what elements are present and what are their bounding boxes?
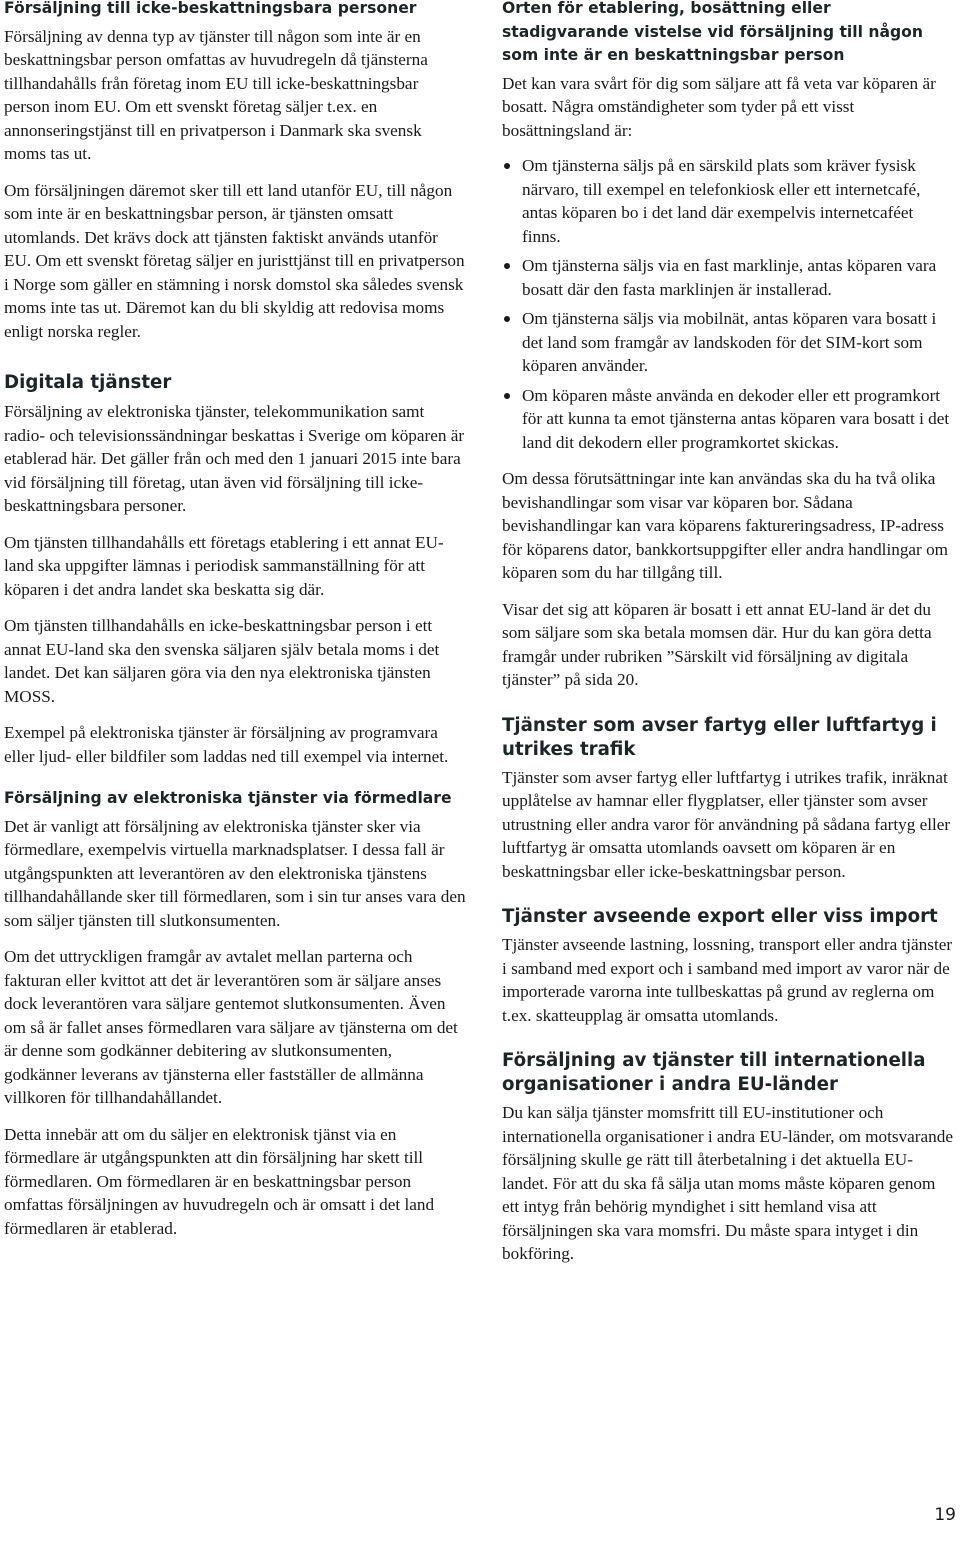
paragraph: Om försäljningen däremot sker till ett land utanför EU, till någon som inte är en beskattningsbar person, är tjänsten omsatt utomlands. Det krävs dock att tjänsten faktiskt används utanför EU. Om ett svenskt företag säljer en juristtjänst till en privatperson i Norge som gäller en stämning i norsk domstol ska således svensk moms inte tas ut. Däremot kan du bli skyldig att redovisa moms enligt norska regler. bbox=[4, 180, 465, 341]
paragraph: Om tjänsten tillhandahålls en icke-beskattningsbar person i ett annat EU-land ska den svenska säljaren själv betala moms i det landet. Det kan säljaren göra via den nya elektroniska tjänsten MOSS. bbox=[4, 616, 440, 706]
heading-electronic-services-via-intermediary: Försäljning av elektroniska tjänster via förmedlare bbox=[4, 789, 452, 807]
paragraph: Visar det sig att köparen är bosatt i ett annat EU-land är det du som säljare som ska betala momsen där. Hur du kan göra detta framgår under rubriken ”Särskilt vid försäljning av digitala tjänster” på sida 20. bbox=[502, 599, 932, 689]
bullet-icon bbox=[504, 316, 510, 322]
list-item: Om tjänsterna säljs via en fast marklinje, antas köparen vara bosatt där den fasta marklinjen är installerad. bbox=[502, 254, 956, 301]
paragraph: Du kan sälja tjänster momsfritt till EU-institutioner och internationella organisationer i andra EU-länder, om motsvarande försäljning skulle ge rätt till återbetalning i det aktuella EU-landet. För att du ska få sälja utan moms måste köparen genom ett intyg från behörig myndighet i sitt hemland visa att försäljningen ska vara momsfri. Du måste spara intyget i din bokföring. bbox=[502, 1103, 953, 1263]
paragraph: Om tjänsten tillhandahålls ett företags etablering i ett annat EU-land ska uppgifter lämnas i periodisk sammanställning för att köparen i det andra landet ska beskatta sig där. bbox=[4, 532, 444, 599]
heading-digital-services: Digitala tjänster bbox=[4, 372, 172, 393]
paragraph: Tjänster som avser fartyg eller luftfartyg i utrikes trafik, inräknat upplåtelse av hamnar eller flygplatser, eller tjänster som avser utrustning eller andra varor för användning på sådana fartyg eller luftfartyg är omsatta utomlands oavsett om köparen är en beskattningsbar eller icke-beskattningsbar person. bbox=[502, 767, 951, 881]
paragraph: Tjänster avseende lastning, lossning, transport eller andra tjänster i samband med export och i samband med import av varor när de importerade varorna inte tullbeskattas på grund av reglerna om t.ex. skatteupplag är omsatta utomlands. bbox=[502, 935, 953, 1025]
paragraph: Försäljning av elektroniska tjänster, telekommunikation samt radio- och televisionssändningar beskattas i Sverige om köparen är etablerad här. Det gäller från och med den 1 januari 2015 inte bara vid försäljning till företag, utan även vid försäljning till icke-beskattningsbara personer. bbox=[4, 402, 465, 515]
bullet-icon bbox=[504, 393, 510, 399]
bullet-list bbox=[502, 154, 956, 454]
paragraph: Exempel på elektroniska tjänster är försäljning av programvara eller ljud- eller bildfiler som laddas ned till exempel via internet. bbox=[4, 723, 449, 766]
heading-international-organisations: Försäljning av tjänster till internationella organisationer i andra EU-länder bbox=[502, 1050, 926, 1095]
paragraph: Det är vanligt att försäljning av elektroniska tjänster sker via förmedlare, exempelvis virtuella marknadsplatser. I dessa fall är utgångspunkten att leverantören av den elektroniska tjänstens tillhandahållande sker till förmedlaren, som i sin tur anses vara den som säljer tjänsten till slutkonsumenten. bbox=[4, 816, 466, 930]
right-column bbox=[502, 0, 956, 1266]
paragraph: Försäljning av denna typ av tjänster till någon som inte är en beskattningsbar person omfattas av huvudregeln då tjänsterna tillhandahålls från företag inom EU till icke-beskattningsbar person inom EU. Om ett svenskt företag säljer t.ex. en annonseringstjänst till en privatperson i Danmark ska svensk moms tas ut. bbox=[4, 26, 428, 163]
list-item: Om tjänsterna säljs på en särskild plats som kräver fysisk närvaro, till exempel en telefonkiosk eller ett internetcafé, antas köparen bo i det land där exempelvis internetcaféet finns. bbox=[502, 154, 956, 248]
heading-ships-aircraft: Tjänster som avser fartyg eller luftfartyg i utrikes trafik bbox=[502, 714, 937, 760]
list-item: Om tjänsterna säljs via mobilnät, antas köparen vara bosatt i det land som framgår av landskoden för det SIM-kort som köparen använder. bbox=[502, 307, 956, 378]
paragraph: Detta innebär att om du säljer en elektronisk tjänst via en förmedlare är utgångspunkten att din försäljning har skett till förmedlaren. Om förmedlaren är en beskattningsbar person omfattas försäljningen av huvudregeln och är omsatt i det land förmedlaren är etablerad. bbox=[4, 1124, 435, 1238]
paragraph: Det kan vara svårt för dig som säljare att få veta var köparen är bosatt. Några omständigheter som tyder på ett visst bosättningsland är: bbox=[502, 73, 936, 140]
left-column bbox=[4, 0, 466, 1240]
list-item: Om köparen måste använda en dekoder eller ett programkort för att kunna ta emot tjänsterna antas köparen vara bosatt i det land dit dekodern eller programkortet skickas. bbox=[502, 384, 956, 455]
paragraph: Om det uttryckligen framgår av avtalet mellan parterna och fakturan eller kvittot att det är leverantören som är säljare anses dock leverantören vara säljare gentemot slutkonsumenten. Även om så är fallet anses förmedlaren vara säljare av tjänsterna om det är denne som godkänner debitering av slutkonsumenten, godkänner leverans av tjänsterna eller fastställer de allmänna villkoren för tillhandahållandet. bbox=[4, 947, 458, 1107]
bullet-icon bbox=[504, 263, 510, 269]
heading-export-import: Tjänster avseende export eller viss import bbox=[502, 906, 938, 927]
page-number: 19 bbox=[934, 1505, 956, 1525]
bullet-icon bbox=[504, 163, 510, 169]
paragraph: Om dessa förutsättningar inte kan användas ska du ha två olika bevishandlingar som visar var köparen bor. Sådana bevishandlingar kan vara köparens faktureringsadress, IP-adress för köparens dator, bankkortsuppgifter eller andra handlingar om köparen som du har tillgång till. bbox=[502, 469, 949, 582]
heading-non-taxable-sales: Försäljning till icke-beskattningsbara personer bbox=[4, 0, 417, 17]
heading-place-of-establishment: Orten för etablering, bosättning eller stadigvarande vistelse vid försäljning till någon som inte är en beskattningsbar person bbox=[502, 0, 923, 64]
